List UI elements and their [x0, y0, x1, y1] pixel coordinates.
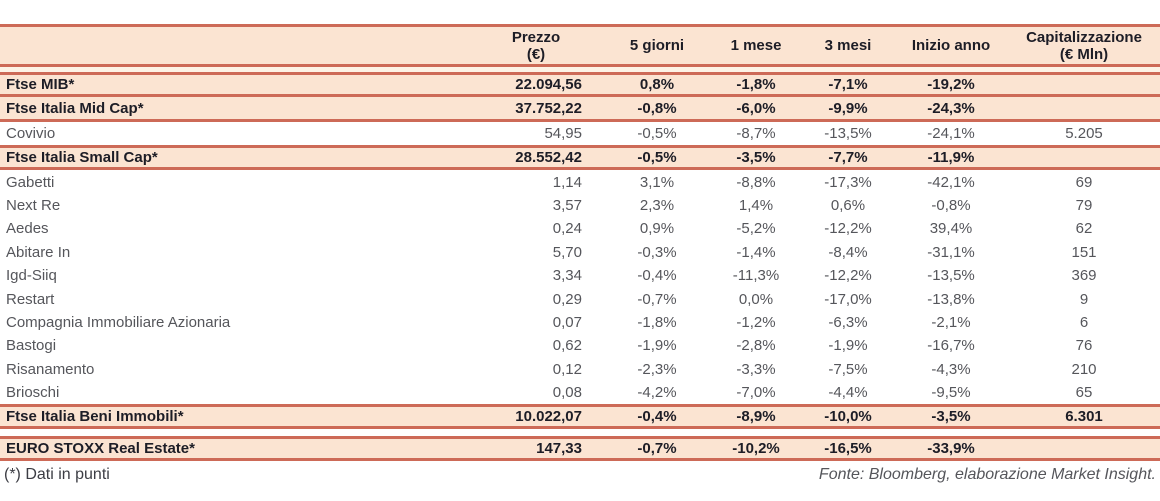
table-row [0, 287, 1160, 310]
cell-prezzo: 3,57 [552, 196, 582, 214]
cell-prezzo: 3,34 [552, 267, 582, 285]
table-row [0, 194, 1160, 217]
cell-prezzo: 54,95 [544, 125, 582, 143]
cell-name: Ftse Italia Mid Cap* [6, 99, 144, 117]
table-row [0, 404, 1160, 429]
cell-ytd: -3,5% [931, 408, 971, 426]
cell-ytd: -9,5% [931, 384, 971, 402]
cell-m1: -1,4% [736, 243, 776, 261]
header-prezzo [468, 29, 604, 63]
cell-ytd: -16,7% [927, 337, 975, 355]
cell-m1: -3,3% [736, 360, 776, 378]
cell-d5: 3,1% [639, 173, 675, 191]
cell-m1: -8,8% [736, 173, 776, 191]
cell-prezzo: 0,07 [552, 313, 582, 331]
table-row [0, 241, 1160, 264]
cell-m1: -8,9% [736, 408, 776, 426]
cell-d5: 0,8% [639, 76, 675, 93]
cell-name: Covivio [6, 125, 56, 143]
cell-name: EURO STOXX Real Estate* [6, 440, 195, 458]
cell-d5: -0,3% [637, 243, 677, 261]
cell-m1: -6,0% [736, 99, 776, 117]
header-cap-line1: Capitalizzazione [1026, 28, 1142, 46]
cell-d5: -0,8% [637, 99, 677, 117]
cell-name: Ftse MIB* [6, 76, 75, 93]
table-row [0, 145, 1160, 170]
cell-cap: 369 [1071, 267, 1097, 285]
table-row [0, 72, 1160, 97]
cell-ytd: -4,3% [931, 360, 971, 378]
cell-name: Gabetti [6, 173, 55, 191]
table-row [0, 381, 1160, 404]
table-row [0, 217, 1160, 240]
cell-name: Brioschi [6, 384, 60, 402]
cell-prezzo: 0,62 [552, 337, 582, 355]
cell-m1: -1,8% [736, 76, 776, 93]
cell-d5: -0,4% [637, 408, 677, 426]
cell-cap: 65 [1075, 384, 1093, 402]
cell-prezzo: 0,08 [552, 384, 582, 402]
cell-m1: 1,4% [738, 196, 774, 214]
cell-d5: -0,7% [637, 440, 677, 458]
cell-prezzo: 5,70 [552, 243, 582, 261]
table-row [0, 264, 1160, 287]
cell-d5: -4,2% [637, 384, 677, 402]
table-row [0, 334, 1160, 357]
table-row [0, 122, 1160, 145]
cell-ytd: -13,8% [927, 290, 975, 308]
cell-m3: -17,0% [824, 290, 872, 308]
cell-prezzo: 0,12 [552, 360, 582, 378]
header-3-mesi: 3 mesi [824, 37, 872, 54]
cell-m1: 0,0% [738, 290, 774, 308]
cell-m3: -13,5% [824, 125, 872, 143]
cell-d5: -0,7% [637, 290, 677, 308]
cell-m1: -5,2% [736, 220, 776, 238]
table-row [0, 97, 1160, 122]
cell-name: Compagnia Immobiliare Azionaria [6, 313, 231, 331]
cell-m1: -3,5% [736, 149, 776, 167]
cell-d5: 2,3% [639, 196, 675, 214]
cell-name: Ftse Italia Small Cap* [6, 149, 158, 167]
cell-cap: 210 [1071, 360, 1097, 378]
cell-m3: -6,3% [828, 313, 868, 331]
table-row [0, 358, 1160, 381]
cell-cap: 5.205 [1065, 125, 1103, 143]
header-prezzo-line1: Prezzo [511, 28, 561, 46]
cell-m3: -17,3% [824, 173, 872, 191]
cell-prezzo: 0,24 [552, 220, 582, 238]
cell-prezzo: 22.094,56 [515, 76, 582, 93]
header-prezzo-line2: (€) [526, 45, 546, 63]
table-footer [0, 461, 1160, 484]
cell-cap: 9 [1079, 290, 1089, 308]
cell-d5: -0,5% [637, 149, 677, 167]
cell-ytd: -11,9% [927, 149, 975, 167]
cell-d5: -2,3% [637, 360, 677, 378]
cell-cap: 79 [1075, 196, 1093, 214]
points-note: (*) Dati in punti [4, 466, 110, 484]
cell-m3: -7,5% [828, 360, 868, 378]
cell-ytd: -24,3% [927, 99, 975, 117]
header-5-giorni: 5 giorni [629, 37, 685, 54]
table-row [0, 311, 1160, 334]
cell-m3: -16,5% [824, 440, 872, 458]
source-attribution: Fonte: Bloomberg, elaborazione Market Insight. [818, 466, 1156, 484]
cell-cap: 69 [1075, 173, 1093, 191]
cell-ytd: -24,1% [927, 125, 975, 143]
cell-ytd: -13,5% [927, 267, 975, 285]
cell-ytd: -0,8% [931, 196, 971, 214]
cell-m3: 0,6% [830, 196, 866, 214]
cell-m3: -7,1% [828, 76, 868, 93]
cell-ytd: -31,1% [927, 243, 975, 261]
cell-name: Bastogi [6, 337, 57, 355]
cell-d5: -0,4% [637, 267, 677, 285]
cell-m3: -10,0% [824, 408, 872, 426]
header-cap-line2: (€ Mln) [1059, 45, 1109, 63]
cell-m3: -8,4% [828, 243, 868, 261]
cell-ytd: -33,9% [927, 440, 975, 458]
cell-name: Aedes [6, 220, 49, 238]
cell-d5: -0,5% [637, 125, 677, 143]
cell-prezzo: 1,14 [552, 173, 582, 191]
cell-prezzo: 37.752,22 [515, 99, 582, 117]
header-capitalizzazione [1008, 29, 1160, 63]
cell-cap: 76 [1075, 337, 1093, 355]
cell-m3: -12,2% [824, 267, 872, 285]
cell-cap: 6 [1079, 313, 1089, 331]
cell-name: Igd-Siiq [6, 267, 57, 285]
cell-m3: -12,2% [824, 220, 872, 238]
cell-m3: -1,9% [828, 337, 868, 355]
cell-prezzo: 147,33 [536, 440, 582, 458]
table-row [0, 170, 1160, 193]
cell-name: Ftse Italia Beni Immobili* [6, 408, 184, 426]
cell-m3: -4,4% [828, 384, 868, 402]
cell-name: Next Re [6, 196, 61, 214]
cell-d5: 0,9% [639, 220, 675, 238]
cell-m1: -8,7% [736, 125, 776, 143]
cell-m1: -2,8% [736, 337, 776, 355]
cell-cap: 62 [1075, 220, 1093, 238]
table-body [0, 72, 1160, 461]
cell-ytd: -2,1% [931, 313, 971, 331]
cell-prezzo: 28.552,42 [515, 149, 582, 167]
cell-m1: -10,2% [732, 440, 780, 458]
cell-cap: 151 [1071, 243, 1097, 261]
cell-m1: -11,3% [732, 267, 780, 285]
cell-m3: -7,7% [828, 149, 868, 167]
cell-ytd: -19,2% [927, 76, 975, 93]
table-row [0, 436, 1160, 461]
cell-m1: -1,2% [736, 313, 776, 331]
cell-name: Restart [6, 290, 55, 308]
table-header-row [0, 24, 1160, 67]
cell-m1: -7,0% [736, 384, 776, 402]
header-inizio-anno: Inizio anno [911, 37, 991, 54]
cell-name: Abitare In [6, 243, 71, 261]
cell-d5: -1,8% [637, 313, 677, 331]
cell-prezzo: 0,29 [552, 290, 582, 308]
cell-prezzo: 10.022,07 [515, 408, 582, 426]
header-1-mese: 1 mese [730, 37, 782, 54]
cell-d5: -1,9% [637, 337, 677, 355]
section-gap [0, 429, 1160, 436]
cell-ytd: -42,1% [927, 173, 975, 191]
cell-cap: 6.301 [1065, 408, 1103, 426]
cell-m3: -9,9% [828, 99, 868, 117]
cell-ytd: 39,4% [929, 220, 973, 238]
cell-name: Risanamento [6, 360, 95, 378]
